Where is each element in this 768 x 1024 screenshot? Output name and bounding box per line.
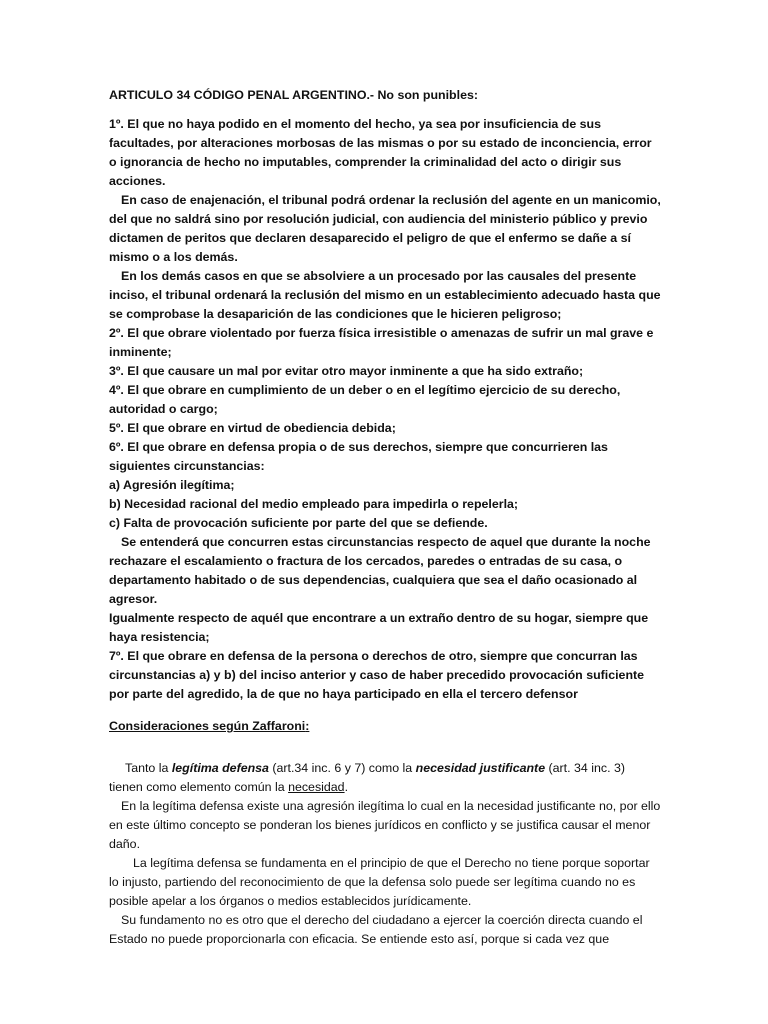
zaffaroni-paragraph-2: En la legítima defensa existe una agresión ilegítima lo cual en la necesidad justificante no, por ello en este último concepto se ponderan los bienes jurídicos en conflicto y se justifica causar el menor daño. [109, 799, 661, 851]
article-body [109, 115, 661, 704]
zaffaroni-paragraph-1 [109, 759, 661, 797]
zaffaroni-heading-colon: : [305, 719, 310, 733]
inciso-5: 5º. El que obrare en virtud de obediencia debida; [109, 421, 396, 435]
inciso-4: 4º. El que obrare en cumplimiento de un deber o en el legítimo ejercicio de su derecho, autoridad o cargo; [109, 383, 621, 416]
inciso-7: 7º. El que obrare en defensa de la persona o derechos de otro, siempre que concurran las circunstancias a) y b) del inciso anterior y caso de haber precedido provocación suficiente por parte del agredido, la de que no haya participado en ella el tercero defensor [109, 649, 645, 701]
inciso-6-noche: Se entenderá que concurren estas circunstancias respecto de aquel que durante la noche rechazare el escalamiento o fractura de los cercados, paredes o entradas de su casa, o departamento habitado o de sus dependencias, cualquiera que sea el daño ocasionado al agresor. [109, 535, 651, 606]
zaffaroni-paragraph-4: Su fundamento no es otro que el derecho del ciudadano a ejercer la coerción directa cuando el Estado no puede proporcionarla con eficacia. Se entiende esto así, porque si cada vez que [109, 913, 643, 946]
inciso-1-enajenacion: En caso de enajenación, el tribunal podrá ordenar la reclusión del agente en un manicomio, del que no saldrá sino por resolución judicial, con audiencia del ministerio público y previo dictamen de peritos que declaren desaparecido el peligro de que el enfermo se dañe a sí mismo o a los demás. [109, 193, 661, 264]
inciso-6-c: c) Falta de provocación suficiente por parte del que se defiende. [109, 516, 488, 530]
zaffaroni-body [109, 759, 661, 949]
inciso-6-b: b) Necesidad racional del medio empleado para impedirla o repelerla; [109, 497, 519, 511]
zaffaroni-heading [109, 717, 661, 736]
z1-necesidad: necesidad [288, 780, 345, 794]
document-page [109, 86, 661, 949]
inciso-6-a: a) Agresión ilegítima; [109, 478, 235, 492]
inciso-1-demas-casos: En los demás casos en que se absolviere a un procesado por las causales del presente inciso, el tribunal ordenará la reclusión del mismo en un establecimiento adecuado hasta que se comprobase la desaparición de las condiciones que le hicieren peligroso; [109, 269, 661, 321]
inciso-6: 6º. El que obrare en defensa propia o de sus derechos, siempre que concurrieren las siguientes circunstancias: [109, 440, 608, 473]
article-title: ARTICULO 34 CÓDIGO PENAL ARGENTINO.- No son punibles: [109, 88, 478, 102]
inciso-6-hogar: Igualmente respecto de aquél que encontrare a un extraño dentro de su hogar, siempre que haya resistencia; [109, 611, 649, 644]
z1-text-1: Tanto la [125, 761, 172, 775]
z1-text-3: (art.34 inc. 6 y 7) como la [268, 761, 416, 775]
zaffaroni-paragraph-3: La legítima defensa se fundamenta en el principio de que el Derecho no tiene porque soportar lo injusto, partiendo del reconocimiento de que la defensa solo puede ser legítima cuando no es posible apelar a los órganos o medios establecidos jurídicamente. [109, 856, 650, 908]
zaffaroni-heading-text: Consideraciones según Zaffaroni [109, 719, 306, 733]
inciso-2: 2º. El que obrare violentado por fuerza física irresistible o amenazas de sufrir un mal grave e inminente; [109, 326, 654, 359]
z1-necesidad-justificante: necesidad justificante [415, 761, 546, 775]
z1-legitima-defensa: legítima defensa [171, 761, 269, 775]
z1-text-7: . [344, 780, 349, 794]
z1-text-5: (art. 34 inc. 3) tienen como elemento común la [109, 761, 625, 794]
inciso-1: 1º. El que no haya podido en el momento del hecho, ya sea por insuficiencia de sus facultades, por alteraciones morbosas de las mismas o por su estado de inconciencia, error o ignorancia de hecho no imputables, comprender la criminalidad del acto o dirigir sus acciones. [109, 117, 652, 188]
inciso-3: 3º. El que causare un mal por evitar otro mayor inminente a que ha sido extraño; [109, 364, 584, 378]
